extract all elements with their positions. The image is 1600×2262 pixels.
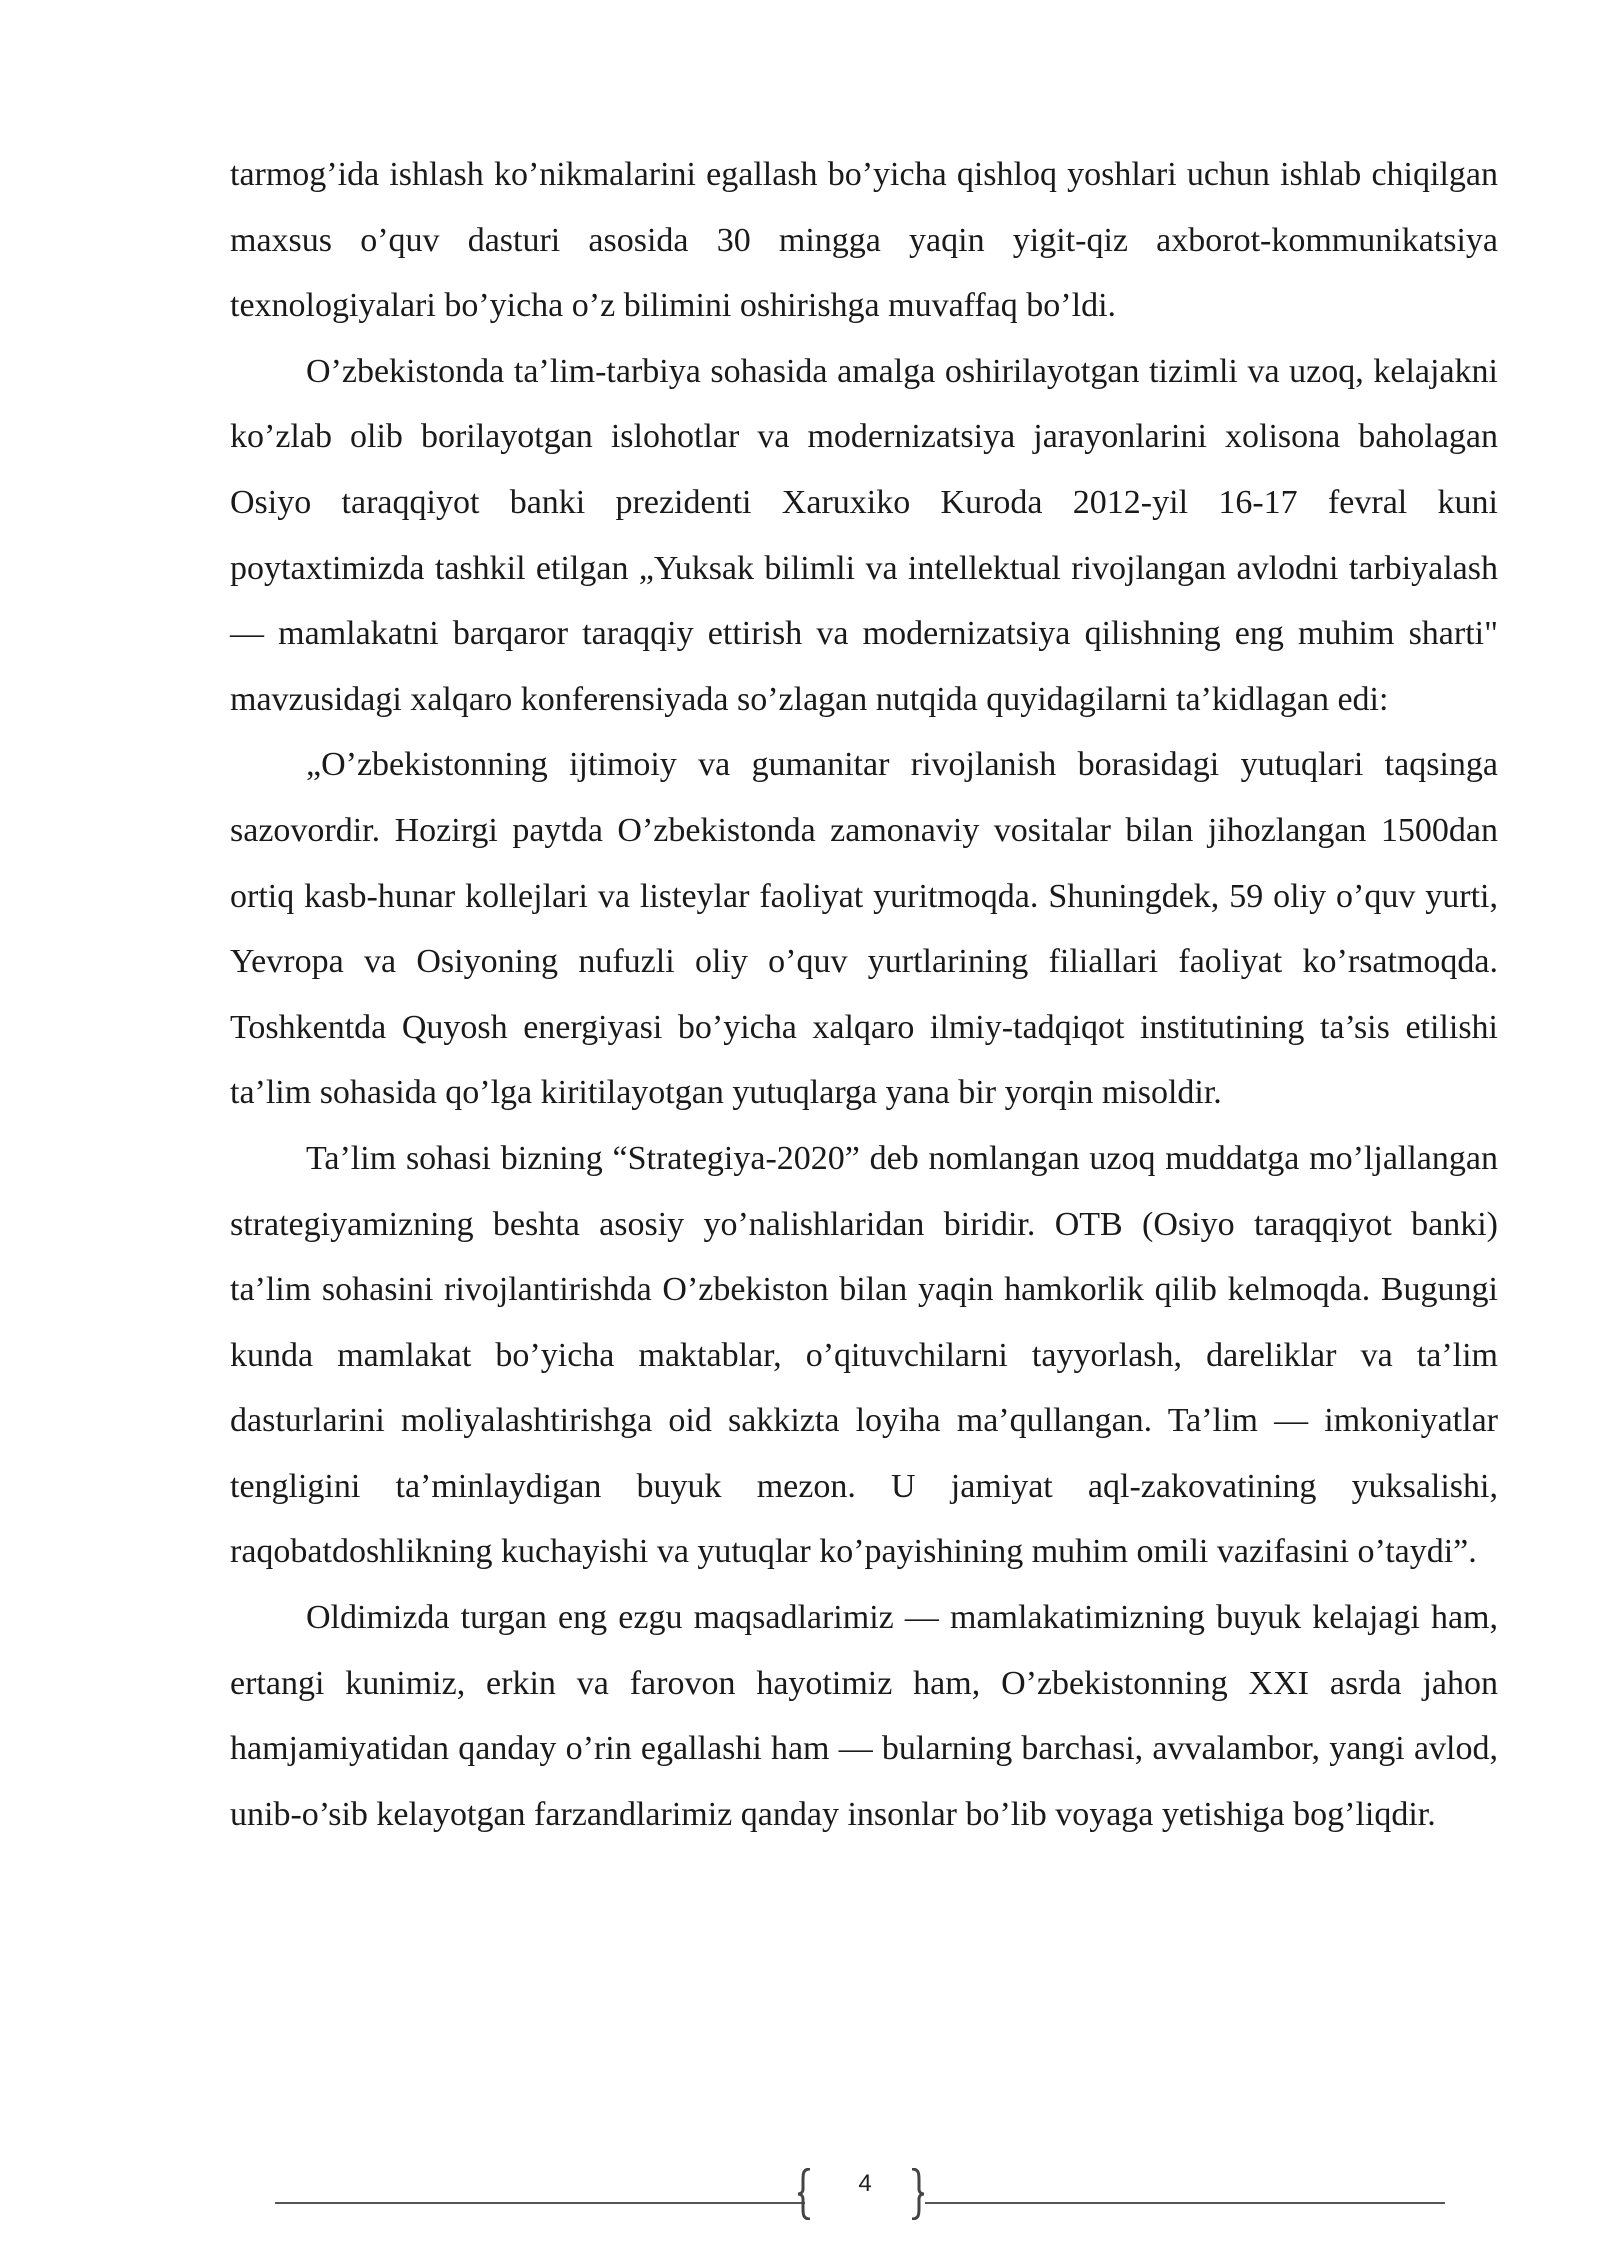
paragraph-kuroda-intro: O’zbekistonda ta’lim-tarbiya sohasida amalga oshirilayotgan tizimli va uzoq, kelajakni ko’zlab olib borilayotgan islohotlar va modernizatsiya jarayonlarini xolisona baholagan Osiyo taraqqiyot banki prezidenti Xaruxiko Kuroda 2012-yil 16-17 fevral kuni poytaxtimizda tashkil etilgan „Yuksak bilimli va intellektual rivojlangan avlodni tarbiyalash — mamlakatni barqaror taraqqiy ettirish va modernizatsiya qilishning eng muhim sharti" mavzusidagi xalqaro konferensiyada so’zlagan nutqida quyidagilarni ta’kidlagan edi: bbox=[230, 352, 1498, 718]
page-body bbox=[230, 142, 1498, 1847]
left-brace-icon bbox=[797, 2168, 813, 2220]
footer-rule-left bbox=[275, 2202, 805, 2204]
footer-rule-right bbox=[925, 2202, 1445, 2204]
paragraph-continuation: tarmog’ida ishlash ko’nikmalarini egallash bo’yicha qishloq yoshlari uchun ishlab chiqilgan maxsus o’quv dasturi asosida 30 mingga yaqin yigit-qiz axborot-kommunikatsiya texnologiyalari bo’yicha o’z bilimini oshirishga muvaffaq bo’ldi. bbox=[230, 156, 1498, 325]
paragraph-quote-achievements: „O’zbekistonning ijtimoiy va gumanitar rivojlanish borasidagi yutuqlari taqsinga sazovordir. Hozirgi paytda O’zbekistonda zamonaviy vositalar bilan jihozlangan 1500dan ortiq kasb-hunar kollejlari va listeylar faoliyat yuritmoqda. Shuningdek, 59 oliy o’quv yurti, Yevropa va Osiyoning nufuzli oliy o’quv yurtlarining filiallari faoliyat ko’rsatmoqda. Toshkentda Quyosh energiyasi bo’yicha xalqaro ilmiy-tadqiqot institutining ta’sis etilishi ta’lim sohasida qo’lga kiritilayotgan yutuqlarga yana bir yorqin misoldir. bbox=[230, 746, 1498, 1112]
page-footer bbox=[275, 2150, 1445, 2220]
right-brace-icon bbox=[909, 2168, 925, 2220]
paragraph-goals: Oldimizda turgan eng ezgu maqsadlarimiz — mamlakatimizning buyuk kelajagi ham, ertangi kunimiz, erkin va farovon hayotimiz ham, O’zbekistonning XXI asrda jahon hamjamiyatidan qanday o’rin egallashi ham — bularning barchasi, avvalambor, yangi avlod, unib-o’sib kelayotgan farzandlarimiz qanday insonlar bo’lib voyaga yetishiga bog’liqdir. bbox=[230, 1599, 1498, 1833]
paragraph-quote-strategy: Ta’lim sohasi bizning “Strategiya-2020” deb nomlangan uzoq muddatga mo’ljallangan strategiyamizning beshta asosiy yo’nalishlaridan biridir. OTB (Osiyo taraqqiyot banki) ta’lim sohasini rivojlantirishda O’zbekiston bilan yaqin hamkorlik qilib kelmoqda. Bugungi kunda mamlakat bo’yicha maktablar, o’qituvchilarni tayyorlash, dareliklar va ta’lim dasturlarini moliyalashtirishga oid sakkizta loyiha ma’qullangan. Ta’lim — imkoniyatlar tengligini ta’minlaydigan buyuk mezon. U jamiyat aql-zakovatining yuksalishi, raqobatdoshlikning kuchayishi va yutuqlar ko’payishining muhim omili vazifasini o’taydi”. bbox=[230, 1139, 1498, 1571]
page-number: 4 bbox=[858, 2170, 872, 2197]
